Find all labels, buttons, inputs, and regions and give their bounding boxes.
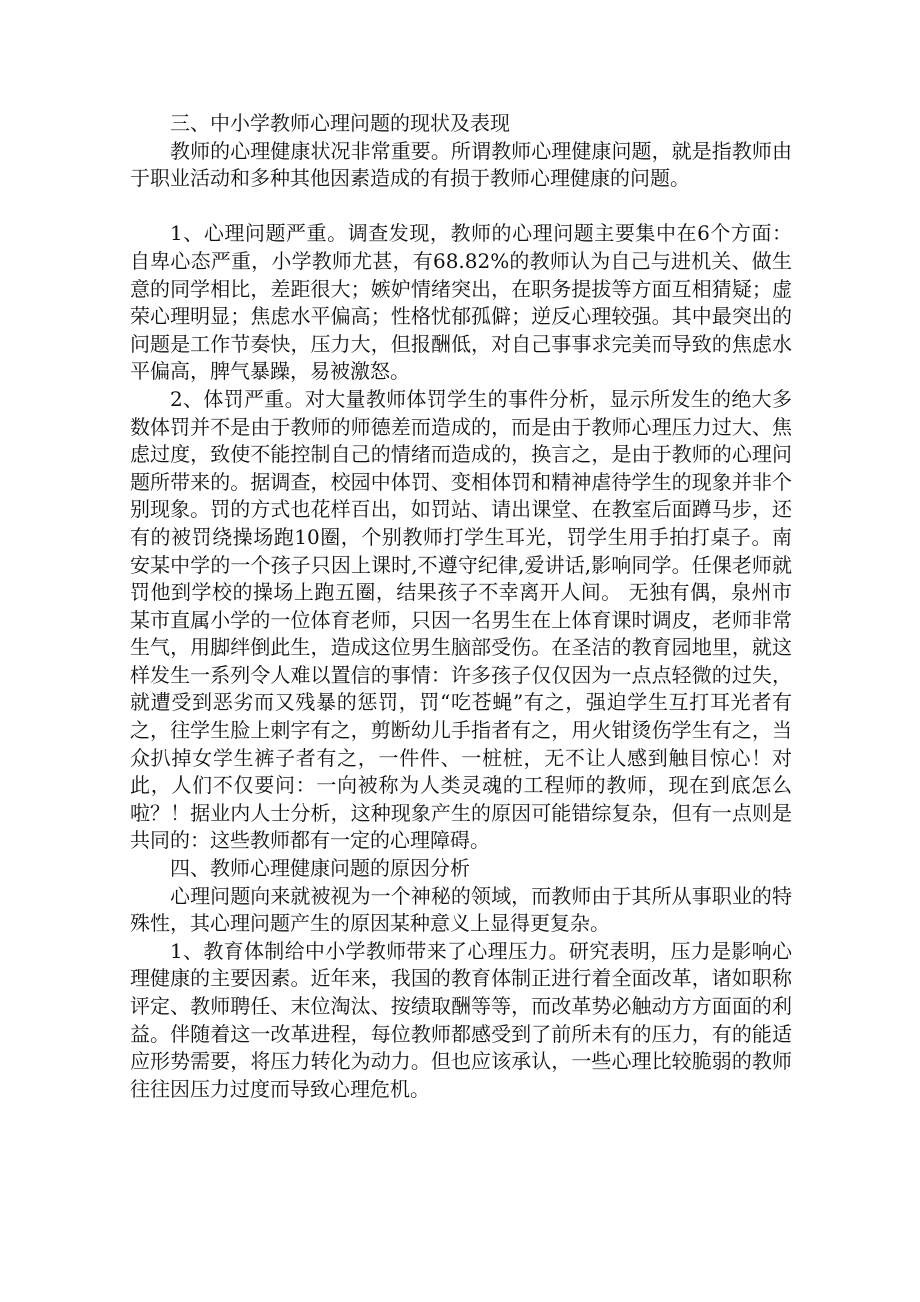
section-4-intro-paragraph: 心理问题向来就被视为一个神秘的领域，而教师由于其所从事职业的特殊性，其心理问题产生的原因某种意义上显得更复杂。: [130, 883, 792, 936]
point-2-paragraph: 2、体罚严重。对大量教师体罚学生的事件分析，显示所发生的绝大多数体罚并不是由于教师的师德差而造成的，而是由于教师心理压力过大、焦虑过度，致使不能控制自己的情绪而造成的，换言之，是由于教师的心理问题所带来的。据调查，校园中体罚、变相体罚和精神虐待学生的现象并非个别现象。罚的方式也花样百出，如罚站、请出课堂、在教室后面蹲马步，还有的被罚绕操场跑10圈，个别教师打学生耳光，罚学生用手拍打桌子。南安某中学的一个孩子只因上课时,不遵守纪律,爱讲话,影响同学。任倮老师就罚他到学校的操场上跑五圈，结果孩子不幸离开人间。 无独有偶，泉州市某市直属小学的一位体育老师，只因一名男生在上体育课时调皮，老师非常生气，用脚绊倒此生，造成这位男生脑部受伤。在圣洁的教育园地里，就这样发生一系列令人难以置信的事情：许多孩子仅仅因为一点点轻微的过失，就遭受到恶劣而又残暴的惩罚，罚“吃苍蝇”有之，强迫学生互打耳光者有之，往学生脸上刺字有之，剪断幼儿手指者有之，用火钳烫伤学生有之，当众扒掉女学生裤子者有之，一件件、一桩桩，无不让人感到触目惊心！对此，人们不仅要问：一向被称为人类灵魂的工程师的教师，现在到底怎么啦？！据业内人士分析，这种现象产生的原因可能错综复杂，但有一点则是共同的：这些教师都有一定的心理障碍。: [130, 386, 792, 853]
document-body: [130, 110, 792, 1103]
section-3-intro-paragraph: 教师的心理健康状况非常重要。所谓教师心理健康问题，就是指教师由于职业活动和多种其他因素造成的有损于教师心理健康的问题。: [130, 138, 792, 191]
cause-1-paragraph: 1、教育体制给中小学教师带来了心理压力。研究表明，压力是影响心理健康的主要因素。近年来，我国的教育体制正进行着全面改革，诸如职称评定、教师聘任、末位淘汰、按绩取酬等等，而改革势必触动方方面面的利益。伴随着这一改革进程，每位教师都感受到了前所未有的压力，有的能适应形势需要，将压力转化为动力。但也应该承认，一些心理比较脆弱的教师往往因压力过度而导致心理危机。: [130, 938, 792, 1101]
section-3-heading: 三、中小学教师心理问题的现状及表现: [170, 111, 510, 135]
point-1-paragraph: 1、心理问题严重。调查发现，教师的心理问题主要集中在6个方面：自卑心态严重，小学教师尤甚，有68.82%的教师认为自己与进机关、做生意的同学相比，差距很大；嫉妒情绪突出，在职务提拔等方面互相猜疑；虚荣心理明显；焦虑水平偏高；性格忧郁孤僻；逆反心理较强。其中最突出的问题是工作节奏快，压力大，但报酬低，对自己事事求完美而导致的焦虑水平偏高，脾气暴躁，易被激怒。: [130, 221, 792, 384]
section-4-heading: 四、教师心理健康问题的原因分析: [170, 856, 470, 881]
